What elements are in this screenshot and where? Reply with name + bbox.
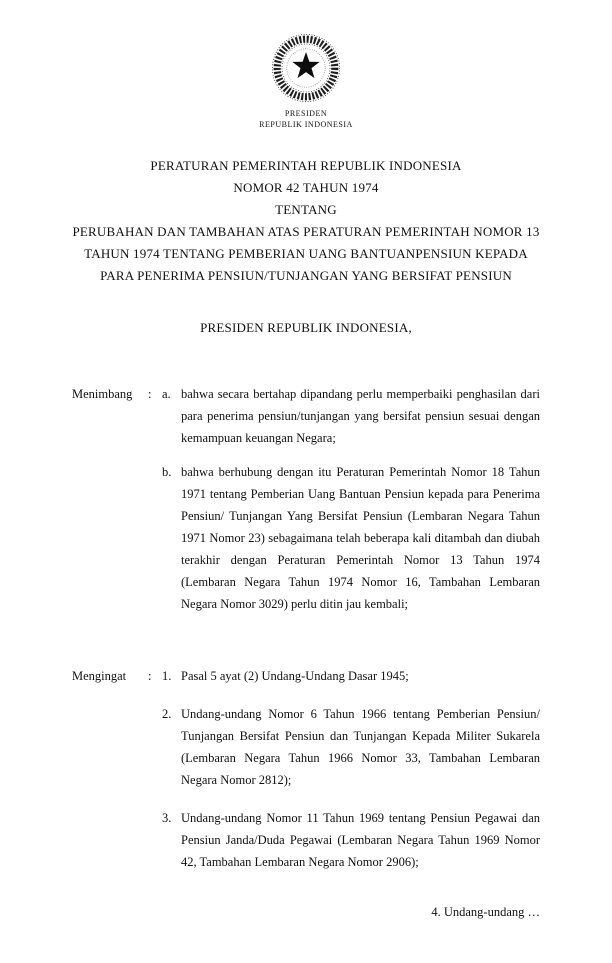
item-marker: 2. <box>162 707 172 721</box>
regulation-title-line: PERATURAN PEMERINTAH REPUBLIK INDONESIA <box>150 158 462 173</box>
salutation-line: PRESIDEN REPUBLIK INDONESIA, <box>200 320 412 335</box>
regulation-subject-line: TAHUN 1974 TENTANG PEMBERIAN UANG BANTUANPENSIUN KEPADA <box>84 246 528 261</box>
clause-item-2 <box>162 703 540 791</box>
clause-item-3 <box>162 807 540 873</box>
item-marker: 3. <box>162 811 172 825</box>
clause-item-b <box>162 461 540 615</box>
menimbang-colon: : <box>148 387 152 401</box>
item-marker: a. <box>162 387 171 401</box>
menimbang-items <box>162 383 540 615</box>
item-text: bahwa berhubung dengan itu Peraturan Pemerintah Nomor 18 Tahun 1971 tentang Pemberian Uang Bantuan Pensiun kepada para Penerima Pensiun/ Tunjangan Yang Bersifat Pensiun (Lembaran Negara Tahun 1971 Nomor 23) sebagaimana telah beberapa kali ditambah dan diubah terakhir dengan Peraturan Pemerintah Nomor 13 Tahun 1974 (Lembaran Negara Tahun 1974 Nomor 16, Tambahan Lembaran Negara Nomor 3029) perlu ditin jau kembali; <box>181 465 540 611</box>
regulation-subject-line: PARA PENERIMA PENSIUN/TUNJANGAN YANG BERSIFAT PENSIUN <box>100 268 512 283</box>
menimbang-section <box>72 383 540 615</box>
mengingat-items <box>162 665 540 873</box>
regulation-subject-line: PERUBAHAN DAN TAMBAHAN ATAS PERATURAN PEMERINTAH NOMOR 13 <box>72 224 540 239</box>
document-header <box>72 28 540 130</box>
header-presiden-label: PRESIDEN <box>284 109 328 118</box>
item-text: Pasal 5 ayat (2) Undang-Undang Dasar 1945; <box>181 669 409 683</box>
item-text: Undang-undang Nomor 6 Tahun 1966 tentang Pemberian Pensiun/ Tunjangan Bersifat Pensiun dan Tunjangan Kepada Militer Sukarela (Lembaran Negara Tahun 1966 Nomor 33, Tambahan Lembaran Negara Nomor 2812); <box>181 707 540 787</box>
menimbang-label: Menimbang <box>72 387 133 401</box>
clause-item-a <box>162 383 540 449</box>
page-catchword: 4. Undang-undang … <box>431 905 540 919</box>
item-marker: 1. <box>162 669 172 683</box>
regulation-number-line: NOMOR 42 TAHUN 1974 <box>233 180 379 195</box>
item-text: Undang-undang Nomor 11 Tahun 1969 tentang Pensiun Pegawai dan Pensiun Janda/Duda Pegawai (Lembaran Negara Tahun 1969 Nomor 42, Tambahan Lembaran Negara Nomor 2906); <box>181 811 540 869</box>
tentang-label: TENTANG <box>275 202 337 217</box>
presidential-seal-icon <box>263 28 349 108</box>
clause-item-1 <box>162 665 540 687</box>
mengingat-colon: : <box>148 669 152 683</box>
item-marker: b. <box>162 465 172 479</box>
mengingat-label: Mengingat <box>72 669 127 683</box>
mengingat-section <box>72 665 540 873</box>
header-republik-indonesia-label: REPUBLIK INDONESIA <box>259 120 353 129</box>
item-text: bahwa secara bertahap dipandang perlu memperbaiki penghasilan dari para penerima pensiun/tunjangan yang bersifat pensiun sesuai dengan kemampuan keuangan Negara; <box>181 387 540 445</box>
regulation-title-block <box>72 155 540 287</box>
